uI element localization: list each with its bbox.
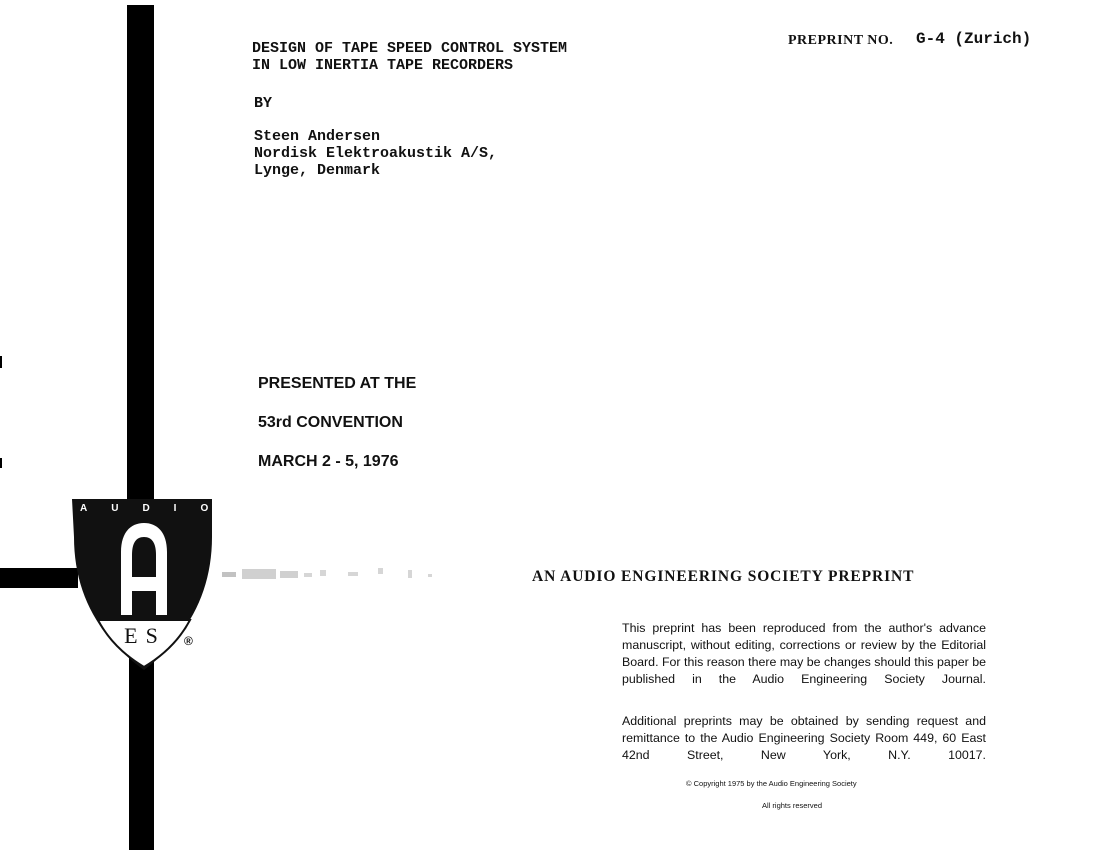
vertical-rule-upper [127,5,154,500]
presented-at-line: PRESENTED AT THE [258,375,417,392]
notice-paragraph-2: Additional preprints may be obtained by sending request and remittance to the Audio Engineering Society Room 449, 60 East 42nd Street, New York, N.Y. 10017. [622,714,986,762]
preprint-label: PREPRINT NO. [788,33,894,48]
scan-noise [218,566,438,584]
author-location: Lynge, Denmark [254,162,381,179]
paper-title-line-1: DESIGN OF TAPE SPEED CONTROL SYSTEM [252,40,568,57]
horizontal-rule [0,568,78,588]
date-line: MARCH 2 - 5, 1976 [258,453,399,470]
paper-title-line-2: IN LOW INERTIA TAPE RECORDERS [252,57,514,74]
author-affiliation: Nordisk Elektroakustik A/S, [254,145,498,162]
notice-paragraph-1: This preprint has been reproduced from the author's advance manuscript, without editing, corrections or review by the Editorial Board. For this reason there may be changes should this paper be published in the Audio Engineering Society Journal. [622,621,986,686]
copyright-line: © Copyright 1975 by the Audio Engineering Society [686,779,857,788]
edge-mark [0,356,2,368]
rights-line: All rights reserved [762,801,823,810]
convention-line: 53rd CONVENTION [258,414,403,431]
logo-es-text: ES [124,623,166,648]
registered-mark: ® [184,634,193,648]
edge-mark [0,458,2,468]
aes-logo [68,497,233,672]
preprint-number: G-4 (Zurich) [916,30,1032,48]
logo-ring-text: AUDIO [80,503,233,514]
by-label: BY [254,95,273,112]
author-name: Steen Andersen [254,128,381,145]
society-banner: AN AUDIO ENGINEERING SOCIETY PREPRINT [532,568,915,585]
